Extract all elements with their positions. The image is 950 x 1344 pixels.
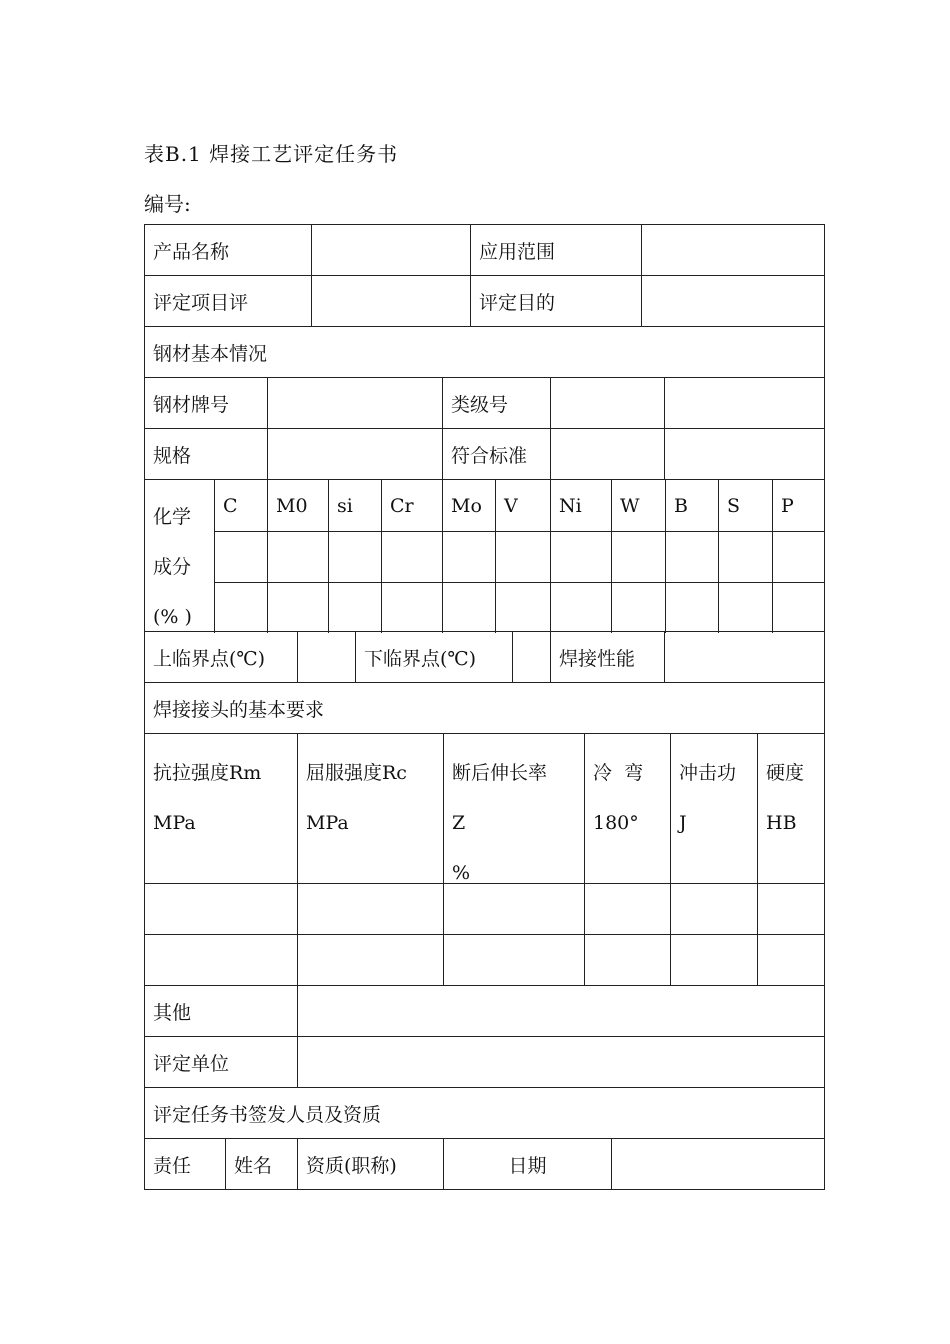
- upper-critical-label: 上临界点(℃): [153, 647, 266, 670]
- steel-grade-label: 钢材牌号: [153, 393, 230, 416]
- date-field[interactable]: [611, 1139, 825, 1189]
- chem-element-value-field[interactable]: [328, 582, 381, 633]
- chem-element-value-field[interactable]: [381, 531, 442, 582]
- chemical-composition-block: [144, 479, 825, 631]
- chem-element-value-field[interactable]: [665, 531, 718, 582]
- evaluation-purpose-field[interactable]: [641, 276, 825, 326]
- others-label: 其他: [153, 1001, 192, 1024]
- chem-element-value-field[interactable]: [328, 531, 381, 582]
- steel-grade-field[interactable]: [267, 378, 442, 428]
- mechanical-data-row: [144, 934, 825, 985]
- specification-field[interactable]: [267, 429, 442, 479]
- chem-element-value-field[interactable]: [267, 531, 328, 582]
- class-number-extra-field[interactable]: [664, 378, 825, 428]
- evaluation-item-field[interactable]: [311, 276, 470, 326]
- hardness-line-1: 硬度: [766, 762, 805, 784]
- hardness-value-field[interactable]: [757, 935, 825, 985]
- product-name-label: 产品名称: [153, 240, 230, 263]
- chem-element-header: C: [214, 480, 267, 531]
- table-row: [144, 326, 825, 377]
- chem-element-header: V: [495, 480, 550, 531]
- chem-element-value-field[interactable]: [442, 582, 495, 633]
- weld-performance-field[interactable]: [664, 632, 825, 682]
- chem-element-header: Cr: [381, 480, 442, 531]
- elongation-value-field[interactable]: [443, 935, 584, 985]
- signature-row: [144, 1138, 825, 1190]
- chem-label-line-3: (% ): [153, 606, 192, 628]
- chem-label-line-1: 化学: [153, 506, 192, 528]
- elongation-header: [443, 734, 584, 883]
- table-row: [144, 224, 825, 275]
- chem-element-value-field[interactable]: [550, 531, 611, 582]
- elong-line-1: 断后伸长率: [452, 762, 548, 784]
- cold-bend-value-field[interactable]: [584, 935, 670, 985]
- table-row: [144, 985, 825, 1036]
- chem-element-value-field[interactable]: [550, 582, 611, 633]
- document-title: 表B.1 焊接工艺评定任务书: [144, 142, 399, 166]
- hardness-header: [757, 734, 825, 883]
- chem-element-header: P: [772, 480, 824, 531]
- tensile-value-field[interactable]: [145, 884, 297, 934]
- table-row: [144, 1036, 825, 1087]
- table-row: [144, 275, 825, 326]
- chem-element-header: si: [328, 480, 381, 531]
- name-label: 姓名: [225, 1139, 297, 1189]
- lower-critical-field[interactable]: [512, 632, 550, 682]
- yield-line-2: MPa: [306, 812, 349, 834]
- chem-element-value-field[interactable]: [214, 531, 267, 582]
- chemical-composition-label: [145, 480, 214, 633]
- eval-unit-field[interactable]: [297, 1037, 825, 1087]
- impact-value-field[interactable]: [670, 935, 757, 985]
- elong-line-2: Z: [452, 812, 466, 834]
- chem-element-value-field[interactable]: [214, 582, 267, 633]
- conforms-standard-label: 符合标准: [442, 429, 550, 479]
- evaluation-purpose-label: 评定目的: [470, 276, 641, 326]
- chemical-element-grid: [214, 480, 824, 631]
- cold-line-2: 180°: [593, 812, 639, 834]
- class-number-field[interactable]: [550, 378, 664, 428]
- issuer-header: 评定任务书签发人员及资质: [153, 1103, 382, 1126]
- tensile-line-1: 抗拉强度Rm: [153, 762, 262, 784]
- weld-performance-label: 焊接性能: [550, 632, 664, 682]
- mechanical-data-row: [144, 883, 825, 934]
- table-row: [144, 631, 825, 682]
- table-row: [144, 377, 825, 428]
- impact-energy-header: [670, 734, 757, 883]
- chem-element-header: W: [611, 480, 665, 531]
- tensile-value-field[interactable]: [145, 935, 297, 985]
- elongation-value-field[interactable]: [443, 884, 584, 934]
- impact-line-1: 冲击功: [679, 762, 737, 784]
- responsibility-label: 责任: [153, 1154, 192, 1177]
- elong-line-3: %: [452, 862, 471, 884]
- chem-element-value-field[interactable]: [772, 582, 824, 633]
- chem-element-value-field[interactable]: [665, 582, 718, 633]
- chem-element-header: Mo: [442, 480, 495, 531]
- cold-bend-header: [584, 734, 670, 883]
- chem-element-value-field[interactable]: [718, 582, 772, 633]
- product-name-field[interactable]: [311, 225, 470, 275]
- cold-bend-value-field[interactable]: [584, 884, 670, 934]
- application-scope-field[interactable]: [641, 225, 825, 275]
- upper-critical-field[interactable]: [297, 632, 355, 682]
- specification-label: 规格: [153, 444, 192, 467]
- evaluation-item-label: 评定项目评: [153, 291, 249, 314]
- tensile-line-2: MPa: [153, 812, 196, 834]
- chem-element-value-field[interactable]: [495, 582, 550, 633]
- steel-basic-header: 钢材基本情况: [153, 342, 268, 365]
- tensile-strength-header: [145, 734, 297, 883]
- chem-element-value-field[interactable]: [772, 531, 824, 582]
- conforms-standard-extra-field[interactable]: [664, 429, 825, 479]
- table-row: [144, 682, 825, 733]
- chem-element-header: B: [665, 480, 718, 531]
- table-row: [144, 1087, 825, 1138]
- chem-label-line-2: 成分: [153, 556, 192, 578]
- yield-value-field[interactable]: [297, 935, 443, 985]
- task-form-table: [144, 224, 825, 1190]
- yield-line-1: 屈服强度Rc: [306, 762, 407, 784]
- application-scope-label: 应用范围: [470, 225, 641, 275]
- date-label: 日期: [443, 1139, 611, 1189]
- conforms-standard-field[interactable]: [550, 429, 664, 479]
- impact-line-2: J: [679, 812, 687, 834]
- impact-value-field[interactable]: [670, 884, 757, 934]
- chem-element-header: S: [718, 480, 772, 531]
- chem-element-value-field[interactable]: [381, 582, 442, 633]
- mechanical-header-row: [144, 733, 825, 883]
- eval-unit-label: 评定单位: [153, 1052, 230, 1075]
- joint-requirements-header: 焊接接头的基本要求: [153, 698, 325, 721]
- yield-strength-header: [297, 734, 443, 883]
- chem-element-header: Ni: [550, 480, 611, 531]
- chem-element-value-field[interactable]: [267, 582, 328, 633]
- chem-element-header: M0: [267, 480, 328, 531]
- serial-number-label: 编号:: [144, 192, 191, 216]
- cold-line-1: 冷 弯: [593, 762, 644, 784]
- chem-element-value-field[interactable]: [442, 531, 495, 582]
- qualification-label: 资质(职称): [297, 1139, 443, 1189]
- chem-element-value-field[interactable]: [611, 582, 665, 633]
- class-number-label: 类级号: [442, 378, 550, 428]
- table-row: [144, 428, 825, 479]
- others-field[interactable]: [297, 986, 825, 1036]
- chem-element-value-field[interactable]: [495, 531, 550, 582]
- hardness-value-field[interactable]: [757, 884, 825, 934]
- lower-critical-label: 下临界点(℃): [355, 632, 512, 682]
- yield-value-field[interactable]: [297, 884, 443, 934]
- hardness-line-2: HB: [766, 812, 797, 834]
- chem-element-value-field[interactable]: [611, 531, 665, 582]
- chem-element-value-field[interactable]: [718, 531, 772, 582]
